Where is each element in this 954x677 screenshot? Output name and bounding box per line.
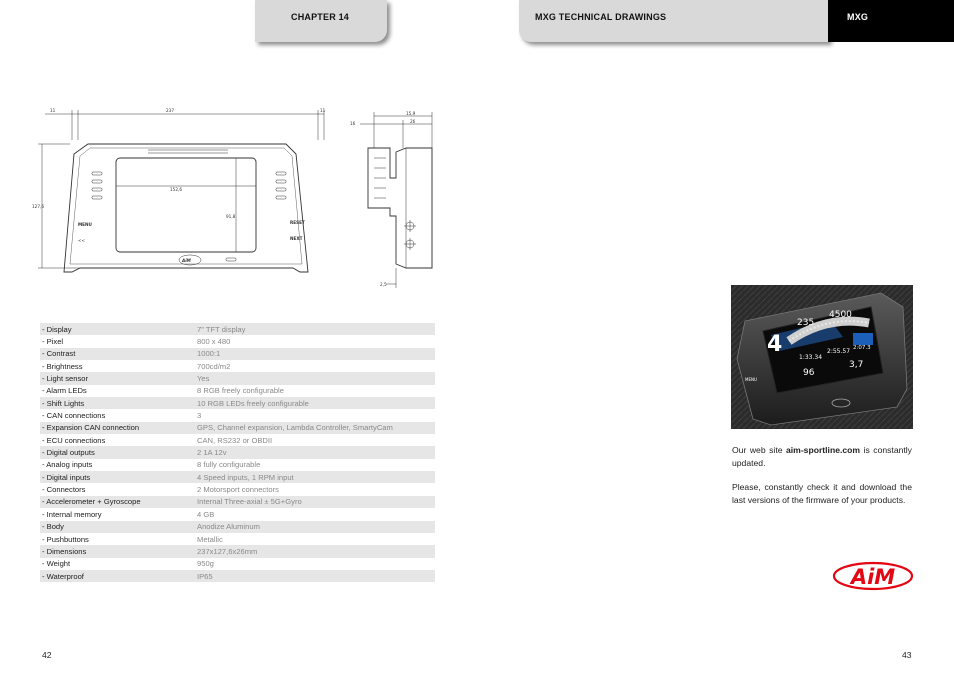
spec-label: - Digital outputs <box>42 448 95 458</box>
spec-row <box>40 459 435 471</box>
spec-label: - Contrast <box>42 349 76 359</box>
dim-top-width: 237 <box>166 108 174 113</box>
spec-value: 3 <box>197 411 202 421</box>
dim-top-left: 11 <box>50 108 56 113</box>
front-technical-drawing <box>30 100 330 280</box>
spec-label: - Internal memory <box>42 509 102 519</box>
photo-split: 2:07.3 <box>853 345 871 351</box>
spec-row <box>40 508 435 520</box>
dim-side-left: 16 <box>350 121 356 126</box>
spec-value: 950g <box>197 559 214 569</box>
spec-row <box>40 360 435 372</box>
spec-label: - Light sensor <box>42 374 89 384</box>
spec-label: - Dimensions <box>42 546 87 556</box>
spec-label: - Weight <box>42 559 71 569</box>
website-link[interactable]: aim-sportline.com <box>786 445 861 455</box>
dim-screen-width: 152,6 <box>170 187 182 192</box>
spec-value: IP65 <box>197 571 213 581</box>
spec-value: 10 RGB LEDs freely configurable <box>197 398 309 408</box>
website-paragraph: Our web site aim-sportline.com is constantly updated. <box>732 445 912 468</box>
panel-logo-text: AiM <box>182 258 191 263</box>
spec-row <box>40 434 435 446</box>
photo-rpm: 4500 <box>829 310 852 320</box>
spec-row <box>40 446 435 458</box>
spec-label: - Display <box>42 324 72 334</box>
photo-best-lap: 2:55.57 <box>827 348 851 355</box>
spec-label: - Waterproof <box>42 571 84 581</box>
panel-right-bottom-text: NEXT <box>290 236 303 241</box>
product-label: MXG <box>847 12 869 22</box>
spec-value: 800 x 480 <box>197 337 231 347</box>
page-number-left: 42 <box>42 650 52 660</box>
spec-value: Metallic <box>197 534 223 544</box>
spec-value: 2 1A 12v <box>197 448 227 458</box>
dim-screen-height: 91,8 <box>226 214 236 219</box>
spec-row <box>40 570 435 582</box>
chapter-tab <box>255 0 387 42</box>
spec-row <box>40 533 435 545</box>
spec-label: - Body <box>42 522 64 532</box>
spec-value: 700cd/m2 <box>197 361 231 371</box>
spec-row <box>40 397 435 409</box>
spec-value: 7" TFT display <box>197 324 246 334</box>
spec-row <box>40 348 435 360</box>
spec-row <box>40 496 435 508</box>
photo-speed: 235 <box>797 318 815 328</box>
product-photo <box>731 285 913 429</box>
spec-value: Anodize Aluminum <box>197 522 260 532</box>
spec-value: GPS, Channel expansion, Lambda Controller, SmartyCam <box>197 423 393 433</box>
spec-label: - Analog inputs <box>42 460 93 470</box>
panel-right-top-text: RESET <box>290 220 305 225</box>
product-tab <box>828 0 954 42</box>
spec-value: 2 Motorsport connectors <box>197 485 279 495</box>
spec-value: 8 RGB freely configurable <box>197 386 284 396</box>
spec-row <box>40 335 435 347</box>
spec-row <box>40 483 435 495</box>
firmware-paragraph: Please, constantly check it and download the last versions of the firmware of your products. <box>732 482 912 505</box>
spec-value: 4 GB <box>197 509 215 519</box>
panel-menu-text: MENU <box>78 222 92 227</box>
photo-gear: 4 <box>767 332 783 357</box>
spec-label: - Connectors <box>42 485 86 495</box>
spec-value: 4 Speed inputs, 1 RPM input <box>197 472 294 482</box>
spec-row <box>40 558 435 570</box>
spec-label: - ECU connections <box>42 435 106 445</box>
aim-logo <box>832 561 914 591</box>
spec-label: - Expansion CAN connection <box>42 423 140 433</box>
spec-value: Yes <box>197 374 210 384</box>
spec-label: - CAN connections <box>42 411 106 421</box>
spec-row <box>40 409 435 421</box>
dim-depth-total: 15,9 <box>406 111 416 116</box>
spec-row <box>40 385 435 397</box>
section-title: MXG TECHNICAL DRAWINGS <box>535 12 667 22</box>
logo-text: AiM <box>850 565 896 589</box>
spec-value: CAN, RS232 or OBDII <box>197 435 273 445</box>
spec-value: 1000:1 <box>197 349 221 359</box>
panel-left-small-text: << <box>78 238 86 243</box>
spec-label: - Shift Lights <box>42 398 85 408</box>
spec-table <box>40 323 435 582</box>
spec-label: - Accelerometer + Gyroscope <box>42 497 141 507</box>
spec-row <box>40 545 435 557</box>
spec-value: 237x127,6x26mm <box>197 546 258 556</box>
spec-label: - Alarm LEDs <box>42 386 87 396</box>
spec-label: - Pushbuttons <box>42 534 89 544</box>
spec-value: Internal Three-axial ± 5G+Gyro <box>197 497 302 507</box>
spec-label: - Digital inputs <box>42 472 91 482</box>
photo-lap-time: 1:33.34 <box>799 354 823 361</box>
dim-height: 127,6 <box>32 204 44 209</box>
dim-side-right: 26 <box>410 119 416 124</box>
side-technical-drawing <box>346 108 438 290</box>
spec-row <box>40 372 435 384</box>
spec-row <box>40 521 435 533</box>
chapter-label: CHAPTER 14 <box>291 12 350 22</box>
photo-pressure: 3,7 <box>849 360 864 370</box>
dim-top-right: 11 <box>320 108 326 113</box>
photo-menu: MENU <box>745 377 757 382</box>
spec-row <box>40 323 435 335</box>
section-title-tab <box>519 0 829 42</box>
spec-value: 8 fully configurable <box>197 460 261 470</box>
photo-temp: 96 <box>803 368 815 378</box>
spec-row <box>40 422 435 434</box>
spec-label: - Brightness <box>42 361 83 371</box>
spec-row <box>40 471 435 483</box>
page-number-right: 43 <box>902 650 912 660</box>
dim-side-bottom: 2,5 <box>380 282 387 287</box>
spec-label: - Pixel <box>42 337 64 347</box>
